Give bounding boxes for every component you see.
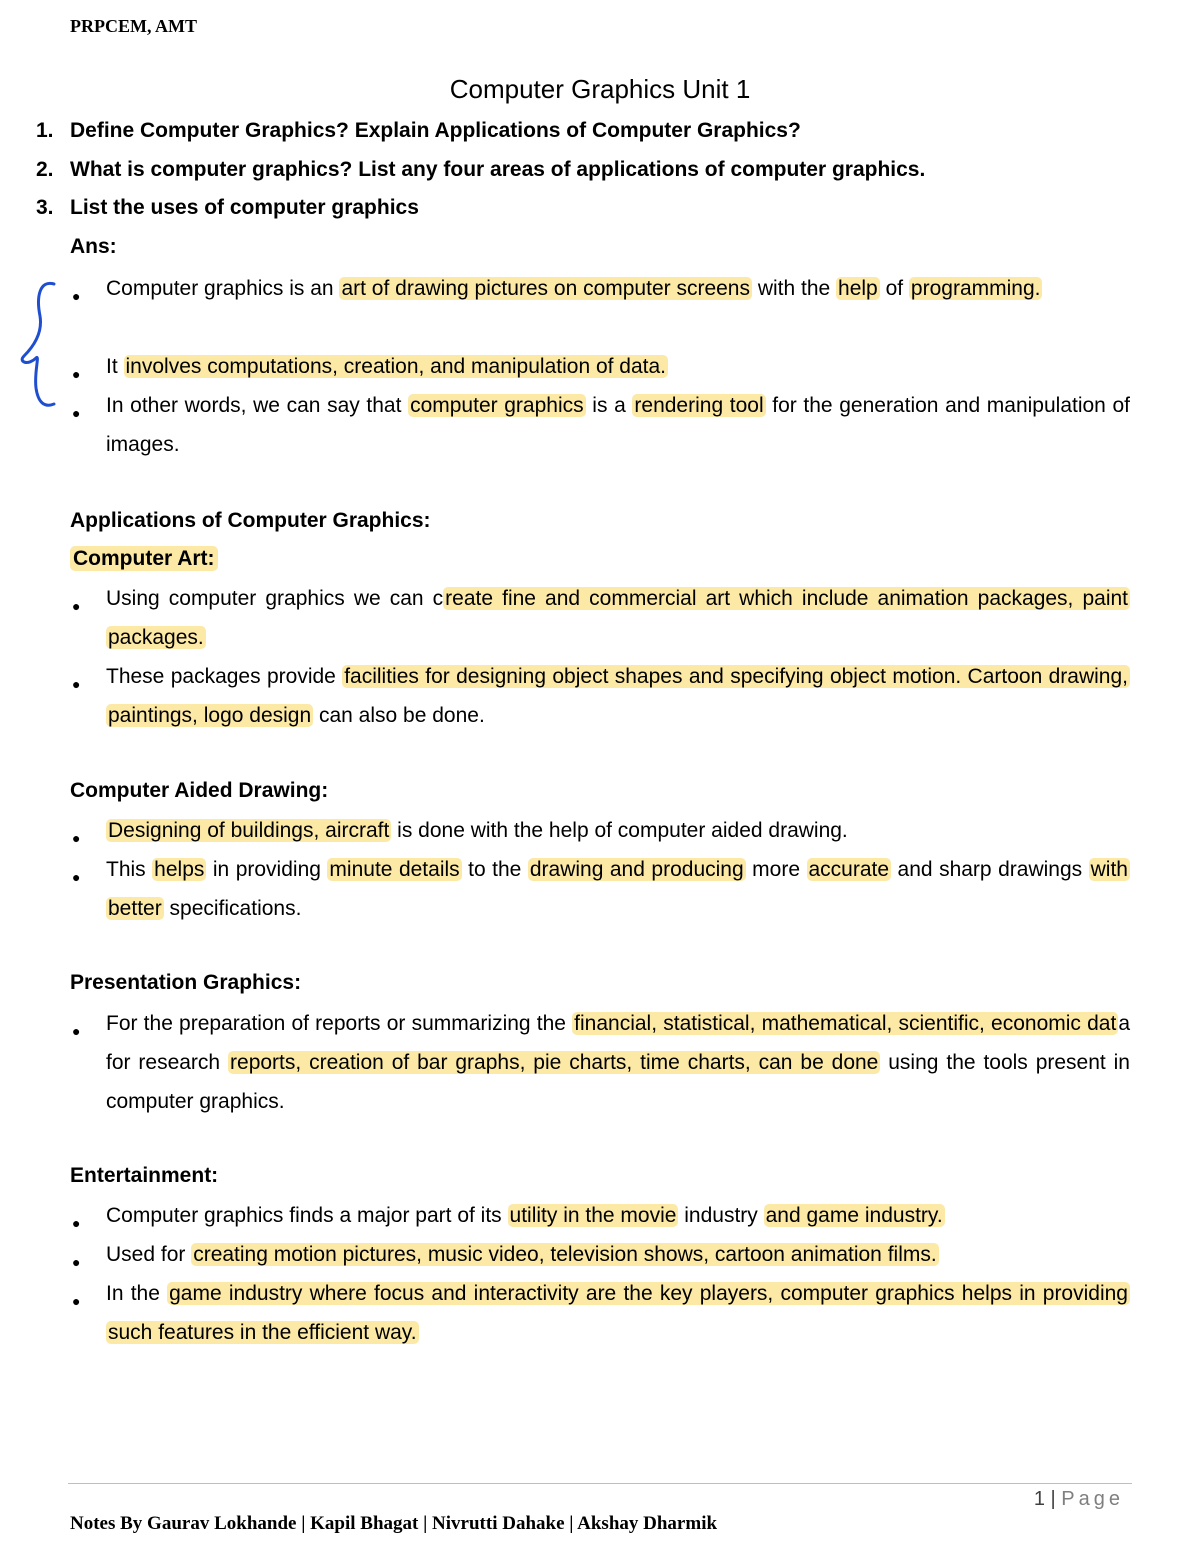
body-text: Used for (106, 1243, 192, 1266)
section-heading-entertainment: Entertainment: (70, 1164, 219, 1187)
page-title: Computer Graphics Unit 1 (449, 74, 751, 104)
question-number: 3. (36, 196, 54, 219)
computer-art-bullet-1 (106, 579, 1130, 657)
bullet-dot: ● (72, 1023, 81, 1039)
body-text: using the tools present in computer graphics. (106, 1051, 1130, 1113)
page-word: Page (1061, 1488, 1124, 1510)
body-text: This (106, 858, 153, 881)
section-heading-presentation-graphics: Presentation Graphics: (70, 971, 302, 994)
body-text: For the preparation of reports or summarizing the (106, 1012, 573, 1035)
question-text: Define Computer Graphics? Explain Applications of Computer Graphics? (70, 119, 801, 142)
body-text: is a (585, 394, 633, 417)
bullet-dot: ● (72, 1293, 81, 1309)
footer-divider (68, 1483, 1132, 1484)
footer-authors: Notes By Gaurav Lokhande | Kapil Bhagat | Nivrutti Dahake | Akshay Dharmik (70, 1513, 718, 1534)
highlighted-text: drawing and producing (529, 858, 744, 881)
question-number: 1. (36, 119, 54, 142)
highlighted-text: facilities for designing object shapes and specifying object motion. Cartoon drawing, paintings, logo design (108, 665, 1128, 727)
body-text: Using computer graphics we can c (106, 587, 444, 610)
highlighted-text: Designing of buildings, aircraft (108, 819, 390, 842)
page-number: 1 (1033, 1488, 1045, 1510)
bullet-dot: ● (72, 288, 81, 304)
section-heading-computer-art (70, 547, 218, 571)
highlighted-text: game industry where focus and interactivity are the key players, computer graphics helps in providing such features in the efficient way. (108, 1282, 1128, 1344)
computer-art-bullet-2 (106, 657, 1130, 735)
body-text: These packages provide (106, 665, 343, 688)
body-text: specifications. (163, 897, 302, 920)
body-text: is done with the help of computer aided drawing. (391, 819, 848, 842)
bullet-dot: ● (72, 830, 81, 846)
highlighted-text: involves computations, creation, and manipulation of data. (125, 355, 667, 378)
page-separator: | (1050, 1488, 1056, 1510)
intro-bullet-3 (106, 386, 1130, 464)
body-text: of (879, 277, 909, 300)
body-text: industry (678, 1204, 764, 1227)
applications-heading: Applications of Computer Graphics: (70, 509, 431, 532)
bullet-dot: ● (72, 1254, 81, 1270)
body-text: and sharp drawings (891, 858, 1089, 881)
institution-header: PRPCEM, AMT (70, 16, 197, 36)
bullet-dot: ● (72, 676, 81, 692)
bullet-dot: ● (72, 1215, 81, 1231)
body-text: for the generation and manipulation of images. (106, 394, 1131, 456)
highlighted-text: reports, creation of bar graphs, pie charts, time charts, can be done (230, 1051, 879, 1074)
bullet-dot: ● (72, 598, 81, 614)
highlighted-text: programming. (910, 277, 1041, 300)
highlighted-text: creating motion pictures, music video, television shows, cartoon animation films. (193, 1243, 937, 1266)
question-number: 2. (36, 158, 54, 181)
question-1 (36, 119, 801, 143)
presentation-bullet-1 (106, 1004, 1130, 1121)
highlighted-text: utility in the movie (509, 1204, 677, 1227)
bullet-dot: ● (72, 366, 81, 382)
section-heading-text: Computer Art: (70, 546, 218, 571)
intro-bullet-1 (106, 269, 1130, 308)
body-text: to the (461, 858, 528, 881)
body-text: in providing (206, 858, 328, 881)
body-text: Computer graphics is an (106, 277, 340, 300)
highlighted-text: help (838, 277, 878, 300)
entertainment-bullet-3 (106, 1274, 1130, 1352)
page-number-label (1034, 1488, 1124, 1511)
highlighted-text: computer graphics (410, 394, 584, 417)
cad-bullet-2 (106, 850, 1130, 928)
body-text: a for research (106, 1012, 1130, 1074)
question-text: List the uses of computer graphics (70, 196, 419, 219)
body-text: can also be done. (313, 704, 485, 727)
body-text: more (745, 858, 807, 881)
highlighted-text: accurate (808, 858, 890, 881)
body-text: In other words, we can say that (106, 394, 409, 417)
bullet-dot: ● (72, 405, 81, 421)
highlighted-text: helps (154, 858, 205, 881)
highlighted-text: and game industry. (765, 1204, 943, 1227)
question-text: What is computer graphics? List any four areas of applications of computer graphics. (70, 158, 926, 181)
body-text: In the (106, 1282, 168, 1305)
highlighted-text: financial, statistical, mathematical, scientific, economic dat (574, 1012, 1117, 1035)
answer-label: Ans: (70, 235, 117, 258)
highlighted-text: rendering tool (634, 394, 764, 417)
highlighted-text: reate fine and commercial art which include animation packages, paint packages. (108, 587, 1128, 649)
intro-bullet-2 (106, 347, 1130, 386)
question-2 (36, 158, 925, 182)
body-text: It (106, 355, 124, 378)
question-3 (36, 196, 419, 220)
highlighted-text: with better (108, 858, 1128, 920)
cad-bullet-1 (106, 811, 1130, 850)
highlighted-text: minute details (329, 858, 460, 881)
section-heading-computer-aided-drawing: Computer Aided Drawing: (70, 779, 329, 802)
bullet-dot: ● (72, 869, 81, 885)
highlighted-text: art of drawing pictures on computer screens (341, 277, 750, 300)
entertainment-bullet-2 (106, 1235, 1130, 1274)
body-text: with the (751, 277, 837, 300)
body-text: Computer graphics finds a major part of its (106, 1204, 508, 1227)
handwritten-brace-annotation (10, 276, 60, 416)
entertainment-bullet-1 (106, 1196, 1130, 1235)
